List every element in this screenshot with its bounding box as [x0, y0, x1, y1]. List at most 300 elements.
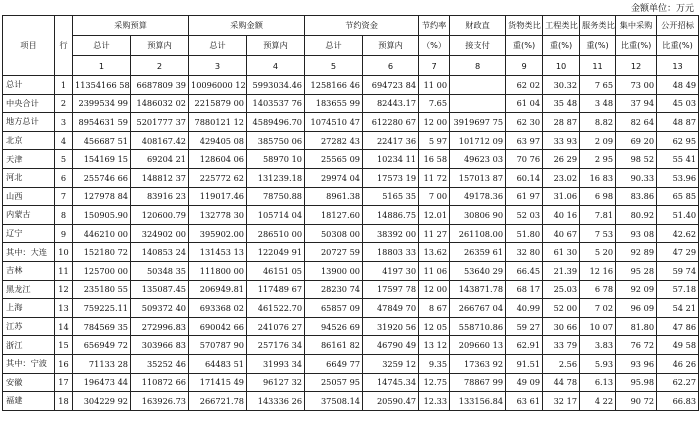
table-cell: 131453 13	[189, 243, 247, 262]
header-row-no: 行	[55, 16, 73, 76]
table-cell: 5201777 37	[131, 113, 189, 132]
table-body	[3, 76, 699, 411]
table-cell: 65 85	[657, 187, 699, 206]
row-item-name: 其中：宁波	[3, 354, 55, 373]
table-cell: 46151 05	[247, 261, 305, 280]
table-cell: 63 61	[506, 392, 543, 411]
table-cell: 32 80	[506, 243, 543, 262]
table-cell: 70 76	[506, 150, 543, 169]
table-cell: 83916 23	[131, 187, 189, 206]
table-cell: 1258166 46	[305, 76, 363, 95]
header-goods-ratio: 货物类比	[506, 16, 543, 36]
table-cell: 8954631 59	[73, 113, 131, 132]
table-cell: 62.27	[657, 373, 699, 392]
row-item-name: 江苏	[3, 317, 55, 336]
table-cell: 143871.78	[450, 280, 506, 299]
table-cell	[450, 94, 506, 113]
table-cell: 20590.47	[363, 392, 419, 411]
col-number: 4	[247, 56, 305, 76]
row-number: 7	[55, 187, 73, 206]
table-cell: 73 00	[616, 76, 657, 95]
row-number: 11	[55, 261, 73, 280]
row-item-name: 吉林	[3, 261, 55, 280]
row-number: 3	[55, 113, 73, 132]
table-cell: 95 28	[616, 261, 657, 280]
table-cell: 509372 40	[131, 299, 189, 318]
table-cell: 2.56	[543, 354, 580, 373]
table-cell: 3259 12	[363, 354, 419, 373]
table-cell: 68 17	[506, 280, 543, 299]
row-item-name: 总计	[3, 76, 55, 95]
table-cell: 12.75	[419, 373, 450, 392]
header-amount-in-budget: 预算内	[247, 36, 305, 56]
table-cell: 12.01	[419, 206, 450, 225]
table-cell: 5 97	[419, 131, 450, 150]
col-number: 11	[580, 56, 616, 76]
table-cell: 784569 35	[73, 317, 131, 336]
table-cell: 17573 19	[363, 168, 419, 187]
table-cell: 52 00	[543, 299, 580, 318]
table-cell: 148812 37	[131, 168, 189, 187]
table-cell: 66.83	[657, 392, 699, 411]
table-row	[3, 392, 699, 411]
row-item-name: 安徽	[3, 373, 55, 392]
table-cell: 150905.90	[73, 206, 131, 225]
table-cell: 14886.75	[363, 206, 419, 225]
table-cell: 157013 87	[450, 168, 506, 187]
row-number: 17	[55, 373, 73, 392]
table-cell: 32 17	[543, 392, 580, 411]
row-item-name: 辽宁	[3, 224, 55, 243]
table-row	[3, 354, 699, 373]
table-cell: 111800 00	[189, 261, 247, 280]
table-cell: 143336 26	[247, 392, 305, 411]
table-cell: 30806 90	[450, 206, 506, 225]
table-cell: 7 53	[580, 224, 616, 243]
table-cell: 2399534 99	[73, 94, 131, 113]
row-number: 15	[55, 336, 73, 355]
table-cell: 17363 92	[450, 354, 506, 373]
table-cell: 225772 62	[189, 168, 247, 187]
table-cell: 122049 91	[247, 243, 305, 262]
table-cell: 47 86	[657, 317, 699, 336]
table-cell: 35252 46	[131, 354, 189, 373]
table-cell: 96 09	[616, 299, 657, 318]
table-cell: 2 95	[580, 150, 616, 169]
header-item: 项目	[3, 16, 55, 76]
table-cell: 22417 36	[363, 131, 419, 150]
table-cell: 324902 00	[131, 224, 189, 243]
table-cell: 6 78	[580, 280, 616, 299]
table-cell: 140853 24	[131, 243, 189, 262]
table-cell: 61 04	[506, 94, 543, 113]
table-cell: 1074510 47	[305, 113, 363, 132]
table-cell: 30 66	[543, 317, 580, 336]
table-cell: 196473 44	[73, 373, 131, 392]
table-cell: 33 79	[543, 336, 580, 355]
table-cell: 31.06	[543, 187, 580, 206]
table-cell: 694723 84	[363, 76, 419, 95]
table-cell: 656949 72	[73, 336, 131, 355]
table-row	[3, 113, 699, 132]
table-cell: 83.86	[616, 187, 657, 206]
table-cell: 16 58	[419, 150, 450, 169]
table-cell: 6.13	[580, 373, 616, 392]
row-number: 2	[55, 94, 73, 113]
table-cell: 64483 51	[189, 354, 247, 373]
table-cell: 395902.00	[189, 224, 247, 243]
table-cell: 49 58	[657, 336, 699, 355]
table-cell: 53640 29	[450, 261, 506, 280]
table-cell: 171415 49	[189, 373, 247, 392]
table-cell: 4 22	[580, 392, 616, 411]
table-cell: 40.99	[506, 299, 543, 318]
table-cell: 612280 67	[363, 113, 419, 132]
table-cell: 59 27	[506, 317, 543, 336]
table-cell: 46790 49	[363, 336, 419, 355]
header-budget-total: 总计	[73, 36, 131, 56]
table-cell: 95.98	[616, 373, 657, 392]
table-cell: 93 96	[616, 354, 657, 373]
table-cell: 119017.46	[189, 187, 247, 206]
table-cell: 62 30	[506, 113, 543, 132]
table-cell: 46 26	[657, 354, 699, 373]
col-number: 12	[616, 56, 657, 76]
table-cell: 12 16	[580, 261, 616, 280]
row-item-name: 北京	[3, 131, 55, 150]
table-cell: 69 20	[616, 131, 657, 150]
table-cell: 12 05	[419, 317, 450, 336]
table-cell: 25057 95	[305, 373, 363, 392]
table-cell: 59 74	[657, 261, 699, 280]
col-number: 9	[506, 56, 543, 76]
row-number: 10	[55, 243, 73, 262]
table-cell: 127978 84	[73, 187, 131, 206]
table-cell: 25565 09	[305, 150, 363, 169]
col-number: 8	[450, 56, 506, 76]
table-row	[3, 317, 699, 336]
table-cell: 131239.18	[247, 168, 305, 187]
table-cell: 27282 43	[305, 131, 363, 150]
row-item-name: 山西	[3, 187, 55, 206]
table-cell: 9.35	[419, 354, 450, 373]
table-cell: 7 02	[580, 299, 616, 318]
table-cell: 5165 35	[363, 187, 419, 206]
table-cell: 42.62	[657, 224, 699, 243]
table-cell: 98 52	[616, 150, 657, 169]
table-cell: 3 48	[580, 94, 616, 113]
header-goods-weight: 重(%)	[506, 36, 543, 56]
table-cell: 5 20	[580, 243, 616, 262]
table-cell: 8961.38	[305, 187, 363, 206]
table-cell: 7880121 12	[189, 113, 247, 132]
table-cell: 48 87	[657, 113, 699, 132]
header-budget-in-budget: 预算内	[131, 36, 189, 56]
table-cell: 92 89	[616, 243, 657, 262]
table-cell: 13.62	[419, 243, 450, 262]
row-number: 16	[55, 354, 73, 373]
table-cell: 51.40	[657, 206, 699, 225]
table-cell: 35 48	[543, 94, 580, 113]
unit-note: 金额单位：万元	[630, 4, 694, 14]
table-cell: 4197 30	[363, 261, 419, 280]
row-number: 6	[55, 168, 73, 187]
table-cell: 50348 35	[131, 261, 189, 280]
table-cell: 101712 09	[450, 131, 506, 150]
header-row-2	[3, 36, 699, 56]
table-cell: 8 67	[419, 299, 450, 318]
table-cell: 40 16	[543, 206, 580, 225]
table-cell: 49178.36	[450, 187, 506, 206]
table-cell: 266721.78	[189, 392, 247, 411]
table-cell: 29974 04	[305, 168, 363, 187]
table-cell: 30.32	[543, 76, 580, 95]
col-number: 10	[543, 56, 580, 76]
table-cell: 183655 99	[305, 94, 363, 113]
table-cell: 209660 13	[450, 336, 506, 355]
table-cell: 52 03	[506, 206, 543, 225]
header-engineering-weight: 重(%)	[543, 36, 580, 56]
row-item-name: 黑龙江	[3, 280, 55, 299]
table-cell: 28230 74	[305, 280, 363, 299]
table-cell: 206949.81	[189, 280, 247, 299]
table-cell: 61 97	[506, 187, 543, 206]
row-item-name: 地方总计	[3, 113, 55, 132]
table-cell: 69204 21	[131, 150, 189, 169]
row-item-name: 福建	[3, 392, 55, 411]
table-cell: 11 00	[419, 76, 450, 95]
row-number: 8	[55, 206, 73, 225]
table-cell: 82443.17	[363, 94, 419, 113]
table-cell: 10 07	[580, 317, 616, 336]
table-row	[3, 131, 699, 150]
table-row	[3, 168, 699, 187]
header-purchase-amount: 采购金额	[189, 16, 305, 36]
table-cell: 446210 00	[73, 224, 131, 243]
table-cell: 154169 15	[73, 150, 131, 169]
table-cell: 26359 61	[450, 243, 506, 262]
table-cell: 110872 66	[131, 373, 189, 392]
table-cell: 49623 03	[450, 150, 506, 169]
header-direct-pay: 接支付	[450, 36, 506, 56]
table-cell: 133156.84	[450, 392, 506, 411]
table-row	[3, 76, 699, 95]
row-number: 9	[55, 224, 73, 243]
table-cell: 6649 77	[305, 354, 363, 373]
table-cell: 241076 27	[247, 317, 305, 336]
row-item-name: 河北	[3, 168, 55, 187]
table-cell: 7 65	[580, 76, 616, 95]
header-saving-rate: 节约率	[419, 16, 450, 36]
table-cell: 47849 70	[363, 299, 419, 318]
table-cell: 14745.34	[363, 373, 419, 392]
table-cell: 10234 11	[363, 150, 419, 169]
table-cell: 18127.60	[305, 206, 363, 225]
col-number: 7	[419, 56, 450, 76]
table-cell: 7.65	[419, 94, 450, 113]
table-cell: 8.82	[580, 113, 616, 132]
table-cell: 20727 59	[305, 243, 363, 262]
table-cell: 105714 04	[247, 206, 305, 225]
row-number: 1	[55, 76, 73, 95]
table-cell: 62 02	[506, 76, 543, 95]
header-open-tender-ratio: 公开招标	[657, 16, 699, 36]
table-row	[3, 150, 699, 169]
col-number: 13	[657, 56, 699, 76]
table-cell: 11354166 58	[73, 76, 131, 95]
row-item-name: 上海	[3, 299, 55, 318]
table-cell: 57.18	[657, 280, 699, 299]
table-cell: 37508.14	[305, 392, 363, 411]
table-cell: 26 29	[543, 150, 580, 169]
table-cell: 125700 00	[73, 261, 131, 280]
table-cell: 128604 06	[189, 150, 247, 169]
table-cell: 456687 51	[73, 131, 131, 150]
table-cell: 10096000 12	[189, 76, 247, 95]
table-cell: 71133 28	[73, 354, 131, 373]
table-cell: 91.51	[506, 354, 543, 373]
table-cell: 304229 92	[73, 392, 131, 411]
header-central-weight: 比重(%)	[616, 36, 657, 56]
header-engineering-ratio: 工程类比	[543, 16, 580, 36]
table-cell: 558710.86	[450, 317, 506, 336]
table-cell: 429405 08	[189, 131, 247, 150]
header-amount-total: 总计	[189, 36, 247, 56]
table-cell: 53.96	[657, 168, 699, 187]
header-savings: 节约资金	[305, 16, 419, 36]
table-cell: 28 87	[543, 113, 580, 132]
row-item-name: 内蒙古	[3, 206, 55, 225]
table-cell: 37 94	[616, 94, 657, 113]
table-cell: 17597 78	[363, 280, 419, 299]
table-cell: 51.80	[506, 224, 543, 243]
table-cell: 92 09	[616, 280, 657, 299]
table-cell: 31920 56	[363, 317, 419, 336]
table-cell: 12 00	[419, 113, 450, 132]
table-cell: 385750 06	[247, 131, 305, 150]
row-number: 18	[55, 392, 73, 411]
table-row	[3, 373, 699, 392]
table-cell: 49 09	[506, 373, 543, 392]
table-cell: 12.33	[419, 392, 450, 411]
table-cell: 65857 09	[305, 299, 363, 318]
table-row	[3, 243, 699, 262]
table-cell: 55 41	[657, 150, 699, 169]
table-cell: 693368 02	[189, 299, 247, 318]
table-cell: 117489 67	[247, 280, 305, 299]
table-cell: 235180 55	[73, 280, 131, 299]
table-cell: 78750.88	[247, 187, 305, 206]
table-cell: 261108.00	[450, 224, 506, 243]
header-row-1	[3, 16, 699, 36]
table-cell: 16 83	[580, 168, 616, 187]
table-cell: 61 30	[543, 243, 580, 262]
table-cell: 11 27	[419, 224, 450, 243]
table-cell: 60.14	[506, 168, 543, 187]
header-service-ratio: 服务类比	[580, 16, 616, 36]
table-cell: 62.91	[506, 336, 543, 355]
table-cell: 80.92	[616, 206, 657, 225]
table-cell: 63 97	[506, 131, 543, 150]
header-fiscal-direct: 财政直	[450, 16, 506, 36]
table-cell: 272996.83	[131, 317, 189, 336]
table-cell: 152180 72	[73, 243, 131, 262]
header-service-weight: 重(%)	[580, 36, 616, 56]
table-cell: 86161 82	[305, 336, 363, 355]
table-cell: 96127 32	[247, 373, 305, 392]
col-number: 3	[189, 56, 247, 76]
table-cell: 257176 34	[247, 336, 305, 355]
table-cell: 40 67	[543, 224, 580, 243]
procurement-table	[2, 15, 699, 411]
table-row	[3, 336, 699, 355]
col-number: 6	[363, 56, 419, 76]
table-cell: 50308 00	[305, 224, 363, 243]
table-cell: 11 06	[419, 261, 450, 280]
table-cell: 48 49	[657, 76, 699, 95]
table-cell: 1486032 02	[131, 94, 189, 113]
row-number: 4	[55, 131, 73, 150]
table-cell: 11 72	[419, 168, 450, 187]
header-savings-total: 总计	[305, 36, 363, 56]
row-item-name: 其中：大连	[3, 243, 55, 262]
table-cell: 58970 10	[247, 150, 305, 169]
table-cell: 25.03	[543, 280, 580, 299]
table-cell: 6 98	[580, 187, 616, 206]
table-cell: 81.80	[616, 317, 657, 336]
col-number: 1	[73, 56, 131, 76]
table-cell: 163926.73	[131, 392, 189, 411]
table-cell: 7.81	[580, 206, 616, 225]
table-cell: 286510 00	[247, 224, 305, 243]
table-cell: 759225.11	[73, 299, 131, 318]
row-number: 13	[55, 299, 73, 318]
table-cell: 44 78	[543, 373, 580, 392]
table-cell: 21.39	[543, 261, 580, 280]
table-cell: 76 72	[616, 336, 657, 355]
table-cell: 2 09	[580, 131, 616, 150]
table-cell: 6687809 39	[131, 76, 189, 95]
table-cell: 33 93	[543, 131, 580, 150]
table-cell: 66.45	[506, 261, 543, 280]
table-row	[3, 187, 699, 206]
table-cell: 690042 66	[189, 317, 247, 336]
table-cell: 7 00	[419, 187, 450, 206]
table-cell: 13900 00	[305, 261, 363, 280]
header-col-numbers	[3, 56, 699, 76]
table-cell: 45 03	[657, 94, 699, 113]
table-cell: 3919697 75	[450, 113, 506, 132]
table-cell: 38392 00	[363, 224, 419, 243]
table-cell: 18803 33	[363, 243, 419, 262]
table-row	[3, 261, 699, 280]
table-cell: 255746 66	[73, 168, 131, 187]
table-cell: 90.33	[616, 168, 657, 187]
table-row	[3, 206, 699, 225]
header-saving-rate-unit: （%）	[419, 36, 450, 56]
row-item-name: 浙江	[3, 336, 55, 355]
table-cell: 4589496.70	[247, 113, 305, 132]
table-cell	[450, 76, 506, 95]
table-row	[3, 280, 699, 299]
col-number: 2	[131, 56, 189, 76]
row-item-name: 天津	[3, 150, 55, 169]
table-cell: 461522.70	[247, 299, 305, 318]
table-cell: 47 29	[657, 243, 699, 262]
table-cell: 5993034.46	[247, 76, 305, 95]
table-cell: 303966 83	[131, 336, 189, 355]
table-cell: 3.83	[580, 336, 616, 355]
